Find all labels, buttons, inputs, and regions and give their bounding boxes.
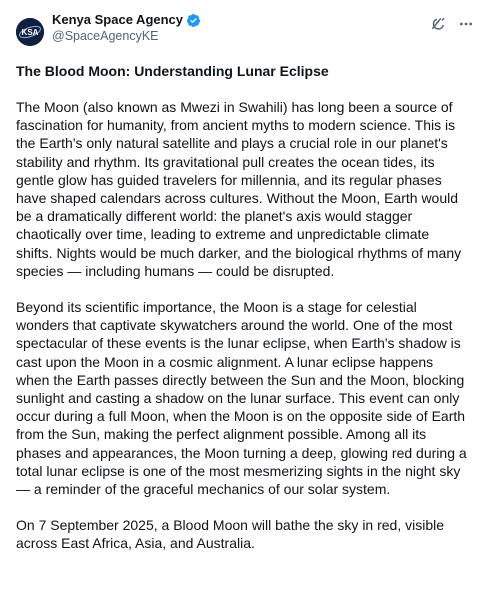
post-paragraph-2: Beyond its scientific importance, the Moon is a stage for celestial wonders that captivate skywatchers around the world. One of the most spectacular of these events is the lunar eclipse, when Earth's shadow is cast upon the Moon in a cosmic alignment. A lunar eclipse happens when the Earth passes directly between the Sun and the Moon, blocking sunlight and casting a shadow on the lunar surface. This event can only occur during a full Moon, when the Moon is on the opposite side of Earth from the Sun, making the perfect alignment possible. Among all its phases and appearances, the Moon turning a deep, glowing red during a total lunar eclipse is one of the most mesmerizing sights in the night sky — a reminder of the graceful mechanics of our solar system. [16, 299, 467, 498]
post-header [16, 12, 475, 52]
post-paragraph-1: The Moon (also known as Mwezi in Swahili) has long been a source of fascination for humanity, from ancient myths to modern science. This is the Earth's only natural satellite and plays a crucial role in our planet's stability and rhythm. Its gravitational pull creates the ocean tides, its gentle glow has guided travelers for millennia, and its regular phases have shaped calendars across cultures. Without the Moon, Earth would be a dramatically different world: the planet's axis would stagger chaotically over time, leading to extreme and unpredictable climate shifts. Nights would be much darker, and the biological rhythms of many species — including humans — could be disrupted. [16, 99, 462, 279]
post-body [16, 98, 475, 553]
post-actions [429, 15, 475, 33]
author-info [52, 12, 201, 44]
avatar-text: KSA [21, 28, 39, 37]
post-title: The Blood Moon: Understanding Lunar Eclipse [16, 63, 329, 79]
grok-icon[interactable] [429, 15, 447, 33]
more-icon[interactable] [457, 15, 475, 33]
avatar[interactable] [16, 18, 44, 46]
post-paragraph-3: On 7 September 2025, a Blood Moon will bathe the sky in red, visible across East Africa, Asia, and Australia. [16, 517, 445, 552]
verified-badge-icon[interactable] [186, 13, 201, 28]
ksa-logo-icon [16, 18, 44, 46]
display-name[interactable]: Kenya Space Agency [52, 12, 184, 27]
handle[interactable]: @SpaceAgencyKE [52, 29, 159, 43]
